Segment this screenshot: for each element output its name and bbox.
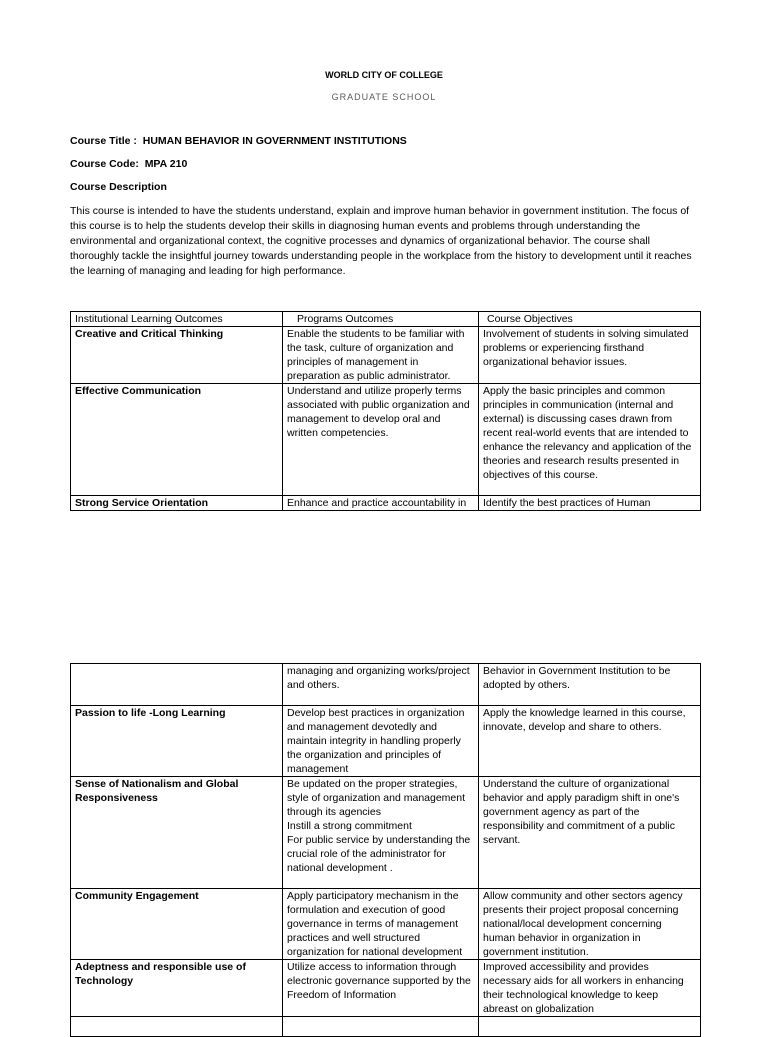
program-outcome-cell: Understand and utilize properly terms associated with public organization and management to develop oral and written competencies. <box>283 384 479 496</box>
course-title-value: HUMAN BEHAVIOR IN GOVERNMENT INSTITUTIONS <box>142 135 407 147</box>
table-row <box>71 1017 701 1037</box>
course-objective-cell: Apply the basic principles and common principles in communication (internal and external) is discussing cases drawn from recent real-world events that are intended to enhance the relevancy and application of the theories and research results presented in objectives of this course. <box>479 384 701 496</box>
ilo-cell: Effective Communication <box>71 384 283 496</box>
course-objective-cell: Identify the best practices of Human <box>479 496 701 511</box>
course-objective-cell: Allow community and other sectors agency presents their project proposal concerning national/local development concerning human behavior in organization in government institution. <box>479 889 701 960</box>
course-description: This course is intended to have the students understand, explain and improve human behavior in government institution. The focus of this course is to help the students develop their skills in diagnosing human events and problems through understanding the environmental and organizational context, the cognitive processes and dynamics of organizational behavior. The course shall thoroughly tackle the insightful journey towards understanding people in the workplace from the history to development until it reaches the learning of managing and leading for high performance. <box>70 205 692 277</box>
program-outcome-cell: Enhance and practice accountability in <box>283 496 479 511</box>
program-outcome-cell: Apply participatory mechanism in the formulation and execution of good governance in terms of management practices and well structured organization for national development <box>283 889 479 960</box>
ilo-cell: Passion to life -Long Learning <box>71 706 283 777</box>
course-objective-cell: Improved accessibility and provides necessary aids for all workers in enhancing their technological knowledge to keep abreast on globalization <box>479 960 701 1017</box>
course-objective-cell <box>479 1017 701 1037</box>
program-outcome-cell: Utilize access to information through electronic governance supported by the Freedom of Information <box>283 960 479 1017</box>
header-course-objectives: Course Objectives <box>479 312 701 327</box>
header-programs-outcomes: Programs Outcomes <box>283 312 479 327</box>
ilo-cell: Strong Service Orientation <box>71 496 283 511</box>
table-row <box>71 777 701 889</box>
ilo-cell: Creative and Critical Thinking <box>71 327 283 384</box>
college-name: WORLD CITY OF COLLEGE <box>325 70 443 80</box>
course-code-label: Course Code: <box>70 158 139 170</box>
table-row <box>71 706 701 777</box>
program-outcome-cell <box>283 1017 479 1037</box>
document-page-2 <box>0 540 768 1024</box>
course-objective-cell: Apply the knowledge learned in this course, innovate, develop and share to others. <box>479 706 701 777</box>
ilo-cell: Adeptness and responsible use of Technology <box>71 960 283 1017</box>
course-code <box>70 158 187 170</box>
program-outcome-cell: Be updated on the proper strategies, style of organization and management through its agencies Instill a strong commitment For public service by understanding the crucial role of the administrator for national development . <box>283 777 479 889</box>
program-outcome-cell: Enable the students to be familiar with the task, culture of organization and principles of management in preparation as public administrator. <box>283 327 479 384</box>
header-ilo: Institutional Learning Outcomes <box>71 312 283 327</box>
course-objective-cell: Involvement of students in solving simulated problems or experiencing firsthand organizational behavior issues. <box>479 327 701 384</box>
table-row <box>71 664 701 706</box>
outcomes-table-page-2 <box>70 663 701 1037</box>
ilo-cell: Sense of Nationalism and Global Responsiveness <box>71 777 283 889</box>
course-title-label: Course Title : <box>70 135 137 147</box>
ilo-cell <box>71 664 283 706</box>
program-outcome-cell: Develop best practices in organization and management devotedly and maintain integrity in handling properly the organization and principles of management <box>283 706 479 777</box>
outcomes-table-page-1 <box>70 311 701 511</box>
course-description-heading: Course Description <box>70 181 167 193</box>
school-name: GRADUATE SCHOOL <box>331 92 437 102</box>
course-title <box>70 135 407 147</box>
table-row <box>71 960 701 1017</box>
table-header-row <box>71 312 701 327</box>
table-row <box>71 327 701 384</box>
table-row <box>71 889 701 960</box>
ilo-cell: Community Engagement <box>71 889 283 960</box>
course-objective-cell: Understand the culture of organizational behavior and apply paradigm shift in one's government agency as part of the responsibility and commitment of a public servant. <box>479 777 701 889</box>
course-code-value: MPA 210 <box>144 158 188 170</box>
table-row <box>71 384 701 496</box>
table-row <box>71 496 701 511</box>
program-outcome-cell: managing and organizing works/project and others. <box>283 664 479 706</box>
course-objective-cell: Behavior in Government Institution to be adopted by others. <box>479 664 701 706</box>
ilo-cell <box>71 1017 283 1037</box>
